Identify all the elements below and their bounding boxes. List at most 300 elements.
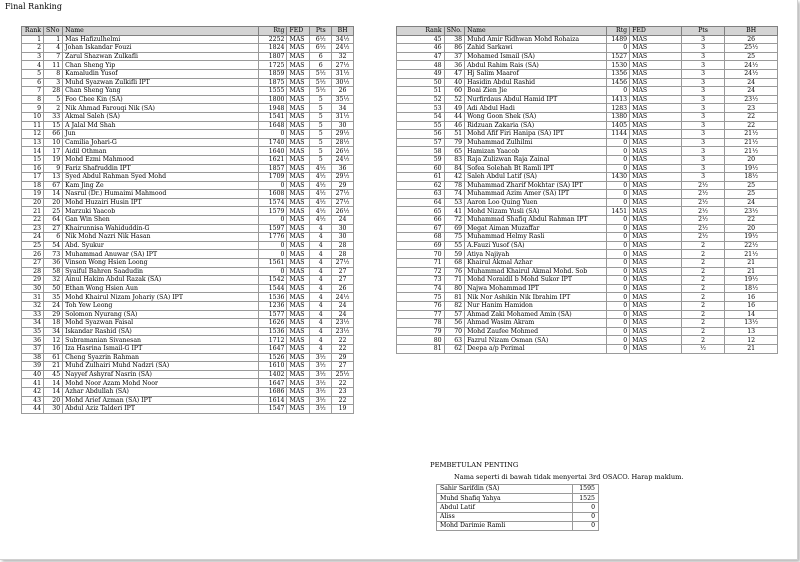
cell-rank: 79 [397, 327, 445, 336]
cell-points: 3 [681, 121, 725, 130]
table-row [22, 233, 354, 242]
cell-sno: 51 [444, 130, 465, 139]
cell-name: Raja Zulizwan Raja Zainal [465, 155, 607, 164]
table-row [397, 207, 778, 216]
cell-sno: 35 [44, 293, 63, 302]
cell-rating: 1608 [259, 190, 287, 199]
cell-buchholz: 19½ [725, 233, 778, 242]
table-row [397, 61, 778, 70]
cell-buchholz: 29 [332, 353, 354, 362]
table-row [22, 284, 354, 293]
cell-fed: MAS [630, 336, 682, 345]
table-row [22, 164, 354, 173]
cell-points: 6½ [310, 44, 332, 53]
cell-sno: 56 [444, 319, 465, 328]
cell-rating: 1597 [259, 224, 287, 233]
cell-sno: 19 [44, 155, 63, 164]
cell-rank: 19 [22, 190, 44, 199]
cell-sno: 64 [44, 216, 63, 225]
cell-buchholz: 28 [332, 250, 354, 259]
cell-name: Muhd Amir Ridhwan Mohd Rohaiza [465, 35, 607, 44]
cell-rank: 17 [22, 173, 44, 182]
absent-player-name: Aliss [437, 512, 573, 521]
cell-buchholz: 24½ [332, 155, 354, 164]
cell-points: 4 [310, 319, 332, 328]
cell-sno: 5 [44, 95, 63, 104]
cell-name: Ethan Wong Hsien Aun [63, 284, 259, 293]
cell-points: 2 [681, 293, 725, 302]
absent-player-row [437, 503, 599, 512]
cell-name: Iza Hasrina Ismail-G IPT [63, 344, 259, 353]
cell-sno: 15 [44, 121, 63, 130]
cell-fed: MAS [287, 216, 310, 225]
cell-fed: MAS [630, 250, 682, 259]
cell-fed: MAS [287, 181, 310, 190]
cell-buchholz: 30 [332, 224, 354, 233]
cell-rating: 1824 [259, 44, 287, 53]
cell-rating: 0 [259, 216, 287, 225]
cell-fed: MAS [287, 327, 310, 336]
cell-buchholz: 25 [725, 190, 778, 199]
cell-rank: 73 [397, 276, 445, 285]
column-header-fed: FED [287, 27, 310, 36]
table-row [397, 138, 778, 147]
cell-rating: 1725 [259, 61, 287, 70]
cell-rank: 21 [22, 207, 44, 216]
cell-points: 4 [310, 284, 332, 293]
cell-fed: MAS [287, 319, 310, 328]
cell-rank: 29 [22, 276, 44, 285]
cell-name: Iskandar Rashid (SA) [63, 327, 259, 336]
cell-rank: 65 [397, 207, 445, 216]
cell-sno: 7 [44, 52, 63, 61]
cell-fed: MAS [287, 302, 310, 311]
cell-rank: 63 [397, 190, 445, 199]
cell-sno: 14 [44, 379, 63, 388]
cell-points: 3 [681, 147, 725, 156]
cell-sno: 68 [444, 259, 465, 268]
cell-rank: 11 [22, 121, 44, 130]
cell-points: 3 [681, 44, 725, 53]
table-row [397, 276, 778, 285]
cell-rating: 1948 [259, 104, 287, 113]
cell-points: 6 [310, 52, 332, 61]
cell-points: 2½ [681, 207, 725, 216]
cell-rating: 1648 [259, 121, 287, 130]
cell-points: 4½ [310, 181, 332, 190]
table-row [397, 216, 778, 225]
cell-rating: 1800 [259, 95, 287, 104]
cell-sno: 2 [44, 104, 63, 113]
cell-rating: 0 [606, 327, 629, 336]
cell-buchholz: 31½ [332, 112, 354, 121]
cell-sno: 28 [44, 87, 63, 96]
cell-sno: 42 [444, 173, 465, 182]
cell-fed: MAS [630, 138, 682, 147]
cell-rating: 1526 [259, 353, 287, 362]
cell-fed: MAS [630, 35, 682, 44]
cell-name: Mohamed Ismail (SA) [465, 52, 607, 61]
absent-player-rating: 0 [573, 503, 599, 512]
absent-player-name: Sahir Sarifdin (SA) [437, 485, 573, 494]
cell-sno: 80 [444, 284, 465, 293]
table-row [397, 69, 778, 78]
cell-sno: 32 [44, 276, 63, 285]
cell-name: Nik Nor Ashikin Nik Ibrahim IPT [465, 293, 607, 302]
header-row [397, 27, 778, 36]
cell-points: 2 [681, 276, 725, 285]
cell-rating: 0 [606, 344, 629, 353]
cell-points: 5½ [310, 69, 332, 78]
table-row [397, 121, 778, 130]
cell-points: 5 [310, 104, 332, 113]
cell-rating: 1574 [259, 198, 287, 207]
table-row [22, 78, 354, 87]
cell-rating: 1356 [606, 69, 629, 78]
cell-sno: 11 [44, 61, 63, 70]
cell-buchholz: 29½ [332, 173, 354, 182]
cell-sno: 60 [444, 87, 465, 96]
table-row [22, 112, 354, 121]
cell-fed: MAS [287, 121, 310, 130]
cell-rank: 39 [22, 362, 44, 371]
table-row [22, 293, 354, 302]
cell-name: Cheng Syazrin Rahman [63, 353, 259, 362]
cell-sno: 20 [44, 396, 63, 405]
cell-name: Akmal Saleh (SA) [63, 112, 259, 121]
notice-subheading: Nama seperti di bawah tidak menyertai 3rd OSACO. Harap maklum. [454, 473, 684, 481]
cell-buchholz: 22½ [725, 241, 778, 250]
cell-points: 4 [310, 276, 332, 285]
absent-player-name: Abdul Latif [437, 503, 573, 512]
cell-rank: 3 [22, 52, 44, 61]
cell-name: Nasrul (Dr.) Humaimi Mahmood [63, 190, 259, 199]
cell-points: 4 [310, 259, 332, 268]
table-row [22, 181, 354, 190]
cell-rank: 32 [22, 302, 44, 311]
cell-fed: MAS [287, 190, 310, 199]
cell-points: 4 [310, 327, 332, 336]
cell-name: Mohd Noor Azam Mohd Noor [63, 379, 259, 388]
cell-buchholz: 34 [332, 104, 354, 113]
cell-rating: 1144 [606, 130, 629, 139]
cell-points: 4 [310, 233, 332, 242]
cell-sno: 75 [444, 233, 465, 242]
cell-points: 2 [681, 319, 725, 328]
cell-fed: MAS [287, 95, 310, 104]
cell-points: 3 [681, 164, 725, 173]
table-row [22, 327, 354, 336]
table-row [22, 302, 354, 311]
cell-name: Hj Salim Maarof [465, 69, 607, 78]
cell-rank: 37 [22, 344, 44, 353]
cell-name: Muhammad Zharif Mokhtar (SA) IPT [465, 181, 607, 190]
cell-sno: 70 [444, 327, 465, 336]
cell-rank: 42 [22, 387, 44, 396]
cell-rating: 1709 [259, 173, 287, 182]
table-row [397, 293, 778, 302]
cell-sno: 61 [44, 353, 63, 362]
cell-name: Gan Win Shen [63, 216, 259, 225]
cell-sno: 10 [44, 138, 63, 147]
cell-name: Nurfirdaus Abdul Hamid IPT [465, 95, 607, 104]
cell-fed: MAS [287, 138, 310, 147]
table-row [397, 95, 778, 104]
cell-rank: 45 [397, 35, 445, 44]
cell-sno: 78 [444, 181, 465, 190]
cell-name: Syaiful Bahren Saadudin [63, 267, 259, 276]
cell-sno: 86 [444, 44, 465, 53]
cell-buchholz: 31½ [332, 69, 354, 78]
cell-buchholz: 21½ [725, 130, 778, 139]
cell-fed: MAS [287, 336, 310, 345]
cell-buchholz: 25 [725, 52, 778, 61]
table-row [397, 190, 778, 199]
cell-name: Solomon Nyurang (SA) [63, 310, 259, 319]
cell-sno: 83 [444, 155, 465, 164]
table-row [22, 267, 354, 276]
cell-name: Muhammad Zulhilmi [465, 138, 607, 147]
cell-sno: 6 [44, 233, 63, 242]
cell-rating: 1857 [259, 164, 287, 173]
cell-fed: MAS [630, 276, 682, 285]
cell-fed: MAS [287, 69, 310, 78]
cell-points: 6½ [310, 35, 332, 44]
cell-points: 3 [681, 69, 725, 78]
cell-rating: 0 [606, 284, 629, 293]
cell-name: Chan Sheng Yang [63, 87, 259, 96]
cell-name: Mohd Ezmi Mahmood [63, 155, 259, 164]
cell-rank: 69 [397, 241, 445, 250]
table-row [22, 344, 354, 353]
table-row [22, 250, 354, 259]
table-row [22, 130, 354, 139]
table-row [22, 52, 354, 61]
cell-name: Nik Mohd Nazri Nik Hasan [63, 233, 259, 242]
table-row [397, 233, 778, 242]
table-row [22, 207, 354, 216]
absent-player-rating: 1525 [573, 494, 599, 503]
cell-buchholz: 19½ [725, 276, 778, 285]
cell-points: 3½ [310, 387, 332, 396]
cell-sno: 44 [444, 112, 465, 121]
cell-sno: 74 [444, 190, 465, 199]
cell-rank: 23 [22, 224, 44, 233]
cell-name: Muhammad Shafiq Abdul Rahman IPT [465, 216, 607, 225]
cell-points: 4 [310, 241, 332, 250]
cell-fed: MAS [630, 319, 682, 328]
cell-points: 4 [310, 336, 332, 345]
cell-name: Muhammad Anuwar (SA) IPT [63, 250, 259, 259]
cell-sno: 41 [444, 207, 465, 216]
cell-points: 3 [681, 173, 725, 182]
cell-fed: MAS [287, 224, 310, 233]
cell-rating: 1451 [606, 207, 629, 216]
cell-sno: 49 [444, 104, 465, 113]
cell-buchholz: 21½ [725, 138, 778, 147]
cell-points: 5 [310, 155, 332, 164]
column-header-points: Pts [681, 27, 725, 36]
cell-buchholz: 24 [725, 78, 778, 87]
cell-fed: MAS [630, 155, 682, 164]
table-row [22, 69, 354, 78]
cell-points: 4 [310, 267, 332, 276]
cell-name: Kamaludin Yusof [63, 69, 259, 78]
cell-sno: 40 [444, 78, 465, 87]
column-header-buchholz: BH [332, 27, 354, 36]
cell-buchholz: 12 [725, 336, 778, 345]
cell-buchholz: 18½ [725, 284, 778, 293]
cell-points: 4½ [310, 190, 332, 199]
cell-points: 2½ [681, 198, 725, 207]
cell-buchholz: 21 [725, 267, 778, 276]
table-row [397, 250, 778, 259]
cell-buchholz: 26½ [332, 207, 354, 216]
cell-points: 3 [681, 52, 725, 61]
cell-sno: 47 [444, 69, 465, 78]
cell-name: Azhar Abdullah (SA) [63, 387, 259, 396]
cell-points: 2½ [681, 233, 725, 242]
cell-sno: 14 [44, 387, 63, 396]
cell-fed: MAS [287, 78, 310, 87]
table-row [22, 173, 354, 182]
cell-sno: 55 [444, 241, 465, 250]
cell-rank: 33 [22, 310, 44, 319]
cell-sno: 21 [44, 362, 63, 371]
cell-rank: 60 [397, 164, 445, 173]
cell-sno: 81 [444, 293, 465, 302]
cell-rating: 0 [259, 250, 287, 259]
table-row [397, 224, 778, 233]
column-header-rating: Rtg [606, 27, 629, 36]
cell-fed: MAS [287, 405, 310, 414]
table-row [22, 104, 354, 113]
cell-rank: 5 [22, 69, 44, 78]
absent-player-rating: 1595 [573, 485, 599, 494]
cell-sno: 63 [444, 336, 465, 345]
cell-sno: 71 [444, 276, 465, 285]
cell-points: 3½ [310, 353, 332, 362]
cell-buchholz: 23½ [725, 207, 778, 216]
cell-rating: 0 [606, 190, 629, 199]
cell-rank: 4 [22, 61, 44, 70]
cell-rating: 1610 [259, 362, 287, 371]
cell-points: 3½ [310, 370, 332, 379]
cell-sno: 73 [44, 250, 63, 259]
cell-fed: MAS [287, 379, 310, 388]
cell-rank: 38 [22, 353, 44, 362]
cell-name: Abdul Aziz Talderi IPT [63, 405, 259, 414]
cell-rating: 0 [606, 336, 629, 345]
cell-name: Zahid Sarkawi [465, 44, 607, 53]
cell-fed: MAS [630, 164, 682, 173]
cell-name: Muhd Syazwan Zulkifli IPT [63, 78, 259, 87]
cell-rating: 0 [606, 198, 629, 207]
cell-name: Vinson Wong Hsien Loong [63, 259, 259, 268]
cell-name: Hamizan Yaacob [465, 147, 607, 156]
table-row [397, 241, 778, 250]
column-header-rank: Rank [397, 27, 445, 36]
cell-rank: 36 [22, 336, 44, 345]
cell-fed: MAS [287, 370, 310, 379]
cell-fed: MAS [287, 344, 310, 353]
cell-rating: 0 [606, 147, 629, 156]
cell-rating: 0 [606, 224, 629, 233]
cell-name: Boai Zien Jie [465, 87, 607, 96]
cell-points: 2 [681, 336, 725, 345]
cell-rank: 22 [22, 216, 44, 225]
cell-rating: 0 [606, 259, 629, 268]
cell-buchholz: 34½ [332, 35, 354, 44]
cell-buchholz: 23 [725, 104, 778, 113]
cell-sno: 1 [44, 35, 63, 44]
cell-points: 4½ [310, 198, 332, 207]
cell-rating: 0 [606, 164, 629, 173]
cell-fed: MAS [630, 69, 682, 78]
table-row [22, 259, 354, 268]
cell-points: 5 [310, 95, 332, 104]
cell-points: 3 [681, 78, 725, 87]
cell-fed: MAS [630, 259, 682, 268]
cell-points: 3½ [310, 405, 332, 414]
cell-rating: 1875 [259, 78, 287, 87]
cell-rank: 6 [22, 78, 44, 87]
cell-buchholz: 16 [725, 302, 778, 311]
cell-rank: 9 [22, 104, 44, 113]
cell-rating: 1776 [259, 233, 287, 242]
cell-points: 5 [310, 121, 332, 130]
cell-rank: 30 [22, 284, 44, 293]
cell-name: Mohd Zaufee Mohmed [465, 327, 607, 336]
table-row [22, 319, 354, 328]
cell-name: Nur Hanim Hamidon [465, 302, 607, 311]
cell-buchholz: 27 [332, 362, 354, 371]
cell-points: 2½ [681, 181, 725, 190]
cell-fed: MAS [287, 267, 310, 276]
cell-rank: 2 [22, 44, 44, 53]
absent-player-row [437, 512, 599, 521]
cell-fed: MAS [287, 241, 310, 250]
cell-points: 4½ [310, 164, 332, 173]
cell-rank: 47 [397, 52, 445, 61]
cell-points: 4 [310, 293, 332, 302]
cell-rank: 80 [397, 336, 445, 345]
cell-rating: 0 [606, 138, 629, 147]
cell-points: 5½ [310, 87, 332, 96]
cell-buchholz: 30 [332, 121, 354, 130]
cell-sno: 82 [444, 302, 465, 311]
cell-rank: 76 [397, 302, 445, 311]
cell-rank: 20 [22, 198, 44, 207]
cell-rating: 0 [606, 250, 629, 259]
absent-player-name: Mohd Darimie Ramli [437, 521, 573, 530]
cell-name: Jun [63, 130, 259, 139]
cell-rank: 46 [397, 44, 445, 53]
absent-player-rating: 0 [573, 512, 599, 521]
cell-buchholz: 21½ [725, 250, 778, 259]
cell-sno: 46 [444, 121, 465, 130]
table-row [397, 130, 778, 139]
table-row [397, 344, 778, 353]
cell-rank: 81 [397, 344, 445, 353]
table-row [397, 112, 778, 121]
cell-rank: 31 [22, 293, 44, 302]
cell-name: Chan Sheng Yip [63, 61, 259, 70]
cell-rank: 49 [397, 69, 445, 78]
table-row [397, 52, 778, 61]
cell-rating: 0 [606, 241, 629, 250]
cell-rank: 56 [397, 130, 445, 139]
